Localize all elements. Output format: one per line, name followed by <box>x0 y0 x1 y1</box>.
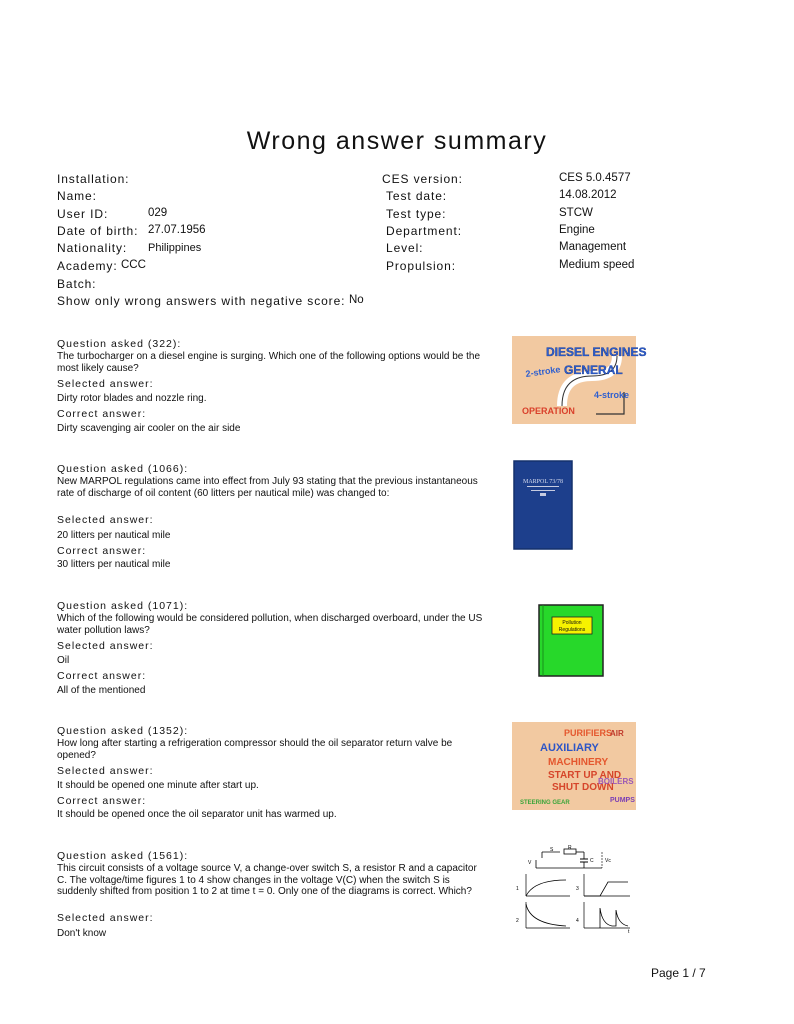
show-only-value: No <box>349 294 364 306</box>
selected-answer-label: Selected answer: <box>57 640 154 652</box>
department-label: Department: <box>386 224 462 238</box>
pollution-label-line1: Pollution <box>562 620 582 626</box>
marpol-book-image <box>514 461 572 549</box>
question-322-header: Question asked (322): <box>57 338 182 350</box>
aux-auxiliary-text: AUXILIARY <box>540 742 599 754</box>
aux-air-text: AIR <box>610 729 624 738</box>
selected-answer-label: Selected answer: <box>57 912 154 924</box>
level-label: Level: <box>386 241 424 255</box>
correct-answer-label: Correct answer: <box>57 545 147 557</box>
dob-label: Date of birth: <box>57 224 139 238</box>
installation-label: Installation: <box>57 172 130 186</box>
circuit-label-s: S <box>550 847 554 853</box>
test-type-value: STCW <box>559 207 593 219</box>
question-1066-header: Question asked (1066): <box>57 463 189 475</box>
question-1071-correct: All of the mentioned <box>57 685 146 696</box>
graph-axis-t: t <box>628 929 630 935</box>
aux-steering-text: STEERING GEAR <box>520 800 570 806</box>
question-322-selected: Dirty rotor blades and nozzle ring. <box>57 393 207 404</box>
userid-value: 029 <box>148 207 168 219</box>
circuit-diagram-image <box>512 846 636 934</box>
correct-answer-label: Correct answer: <box>57 795 147 807</box>
page-title: Wrong answer summary <box>246 127 548 155</box>
propulsion-value: Medium speed <box>559 259 635 271</box>
graph-label-1: 1 <box>516 886 519 892</box>
question-1352-selected: It should be opened one minute after start up. <box>57 780 259 791</box>
propulsion-label: Propulsion: <box>386 259 456 273</box>
diesel-general-text: GENERAL <box>564 363 623 377</box>
selected-answer-label: Selected answer: <box>57 378 154 390</box>
circuit-label-v: V <box>528 860 532 866</box>
show-only-label: Show only wrong answers with negative score: <box>57 294 346 308</box>
question-1071-header: Question asked (1071): <box>57 600 189 612</box>
question-1066-text: New MARPOL regulations came into effect from July 93 stating that the previous instantaneous rate of discharge of oil content (60 litters per nautical mile) was changed to: <box>57 476 478 499</box>
question-1071-text: Which of the following would be considered pollution, when discharged overboard, under the US water pollution laws? <box>57 613 483 636</box>
question-1066-correct: 30 litters per nautical mile <box>57 559 171 570</box>
selected-answer-label: Selected answer: <box>57 765 154 777</box>
aux-shutdown-text: SHUT DOWN <box>552 782 614 793</box>
question-1066-selected: 20 litters per nautical mile <box>57 530 171 541</box>
aux-boilers-text: BOILERS <box>598 777 634 786</box>
graph-label-3: 3 <box>576 886 579 892</box>
question-1561-selected: Don't know <box>57 928 107 939</box>
graph-label-2: 2 <box>516 918 519 924</box>
aux-pumps-text: PUMPS <box>610 797 635 804</box>
question-1352-header: Question asked (1352): <box>57 725 189 737</box>
userid-label: User ID: <box>57 207 109 221</box>
aux-startup-text: START UP AND <box>548 770 622 781</box>
diesel-2stroke-text: 2-stroke <box>524 364 561 379</box>
ces-version-value: CES 5.0.4577 <box>559 172 631 184</box>
level-value: Management <box>559 241 627 253</box>
graph-label-4: 4 <box>576 918 579 924</box>
test-type-label: Test type: <box>386 207 447 221</box>
question-322-text: The turbocharger on a diesel engine is surging. Which one of the following options would be the most likely cause? <box>57 351 481 374</box>
question-322-correct: Dirty scavenging air cooler on the air side <box>57 423 241 434</box>
aux-machinery-text: MACHINERY <box>548 757 609 768</box>
page-number: Page 1 / 7 <box>651 966 706 980</box>
question-1352-correct: It should be opened once the oil separator unit has warmed up. <box>57 809 337 820</box>
diesel-operation-text: OPERATION <box>522 406 575 416</box>
aux-purifiers-text: PURIFIERS <box>564 728 613 738</box>
correct-answer-label: Correct answer: <box>57 670 147 682</box>
nationality-label: Nationality: <box>57 241 128 255</box>
department-value: Engine <box>559 224 595 236</box>
marpol-book-title: MARPOL 73/78 <box>523 479 563 485</box>
diesel-engines-image <box>512 336 647 424</box>
auxiliary-machinery-image <box>512 722 636 810</box>
name-label: Name: <box>57 189 97 203</box>
dob-value: 27.07.1956 <box>148 224 206 236</box>
question-1071-selected: Oil <box>57 655 70 666</box>
diesel-4stroke-text: 4-stroke <box>594 390 630 400</box>
question-1352-text: How long after starting a refrigeration compressor should the oil separator return valve be opened? <box>57 738 453 761</box>
question-1561-header: Question asked (1561): <box>57 850 189 862</box>
batch-label: Batch: <box>57 277 97 291</box>
circuit-label-r: R <box>568 845 572 851</box>
pollution-label-line2: Regulations <box>558 627 586 633</box>
ces-version-label: CES version: <box>382 172 463 186</box>
test-date-value: 14.08.2012 <box>559 189 617 201</box>
question-1561-text: This circuit consists of a voltage source V, a change-over switch S, a resistor R and a capacitor C. The voltage/time figures 1 to 4 show changes in the voltage V(C) when the switch S is suddenly shifted from position 1 to 2 at time t = 0. Only one of the diagrams is correct. Which? <box>57 863 477 897</box>
correct-answer-label: Correct answer: <box>57 408 147 420</box>
selected-answer-label: Selected answer: <box>57 514 154 526</box>
academy-value: CCC <box>121 259 146 271</box>
nationality-value: Philippines <box>148 242 202 254</box>
diesel-title-text: DIESEL ENGINES <box>546 345 647 359</box>
circuit-label-c: C <box>590 858 594 864</box>
test-date-label: Test date: <box>386 189 448 203</box>
academy-label: Academy: <box>57 259 118 273</box>
circuit-label-vc: Vc <box>605 858 611 864</box>
pollution-regulations-image <box>538 604 604 677</box>
